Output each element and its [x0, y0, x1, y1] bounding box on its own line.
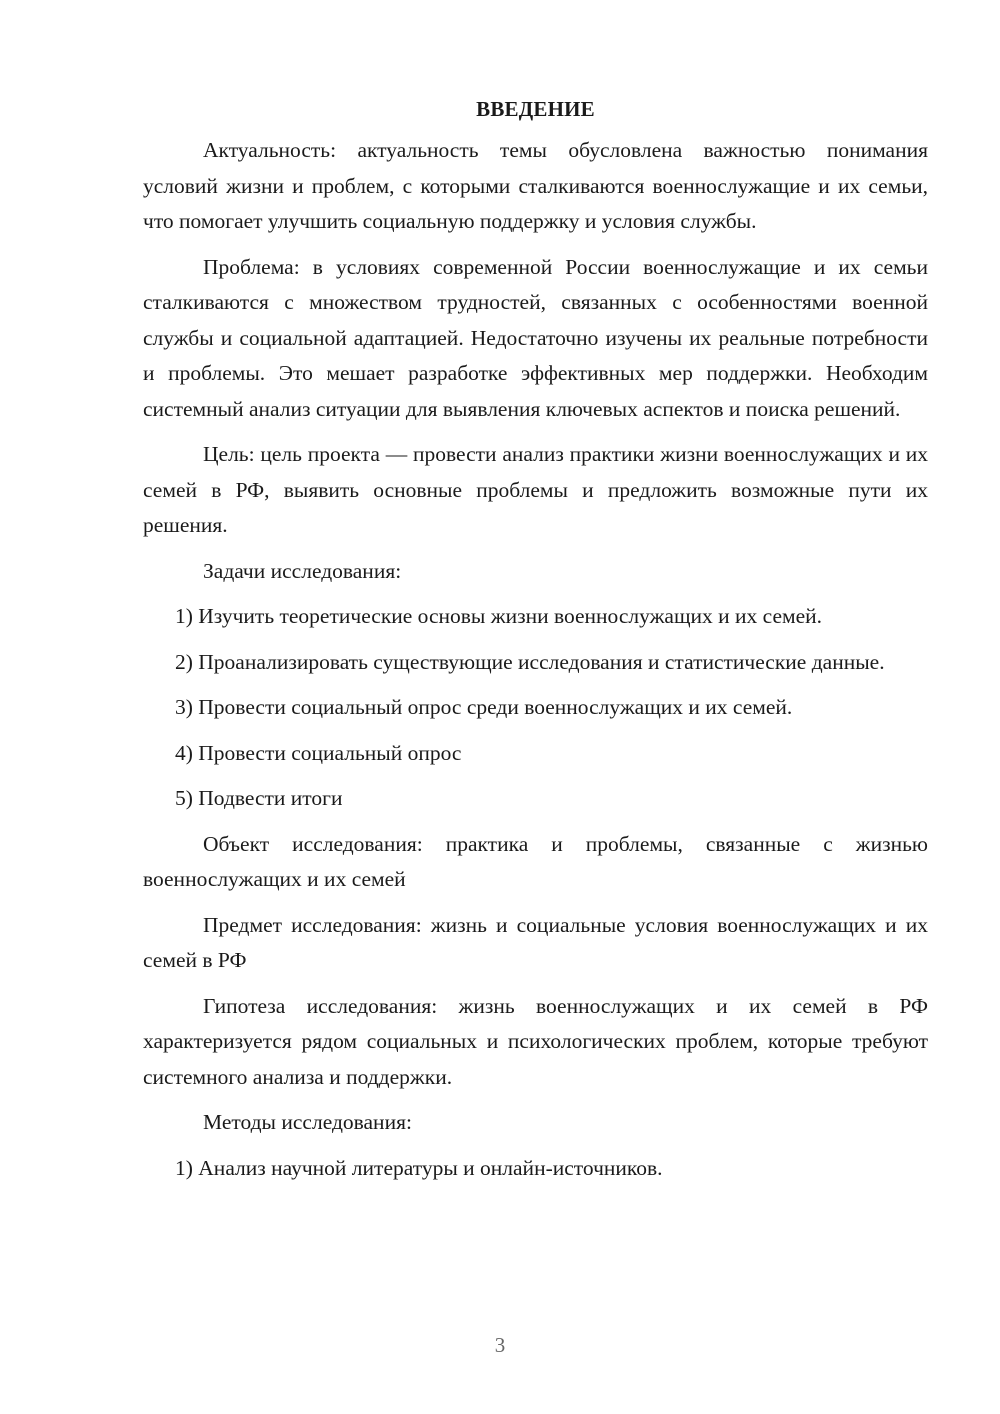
method-item-1: 1) Анализ научной литературы и онлайн-источников. [175, 1155, 663, 1180]
goal-paragraph: Цель: цель проекта — провести анализ практики жизни военнослужащих и их семей в РФ, выявить основные проблемы и предложить возможные пути их решения. [143, 442, 928, 537]
section-heading: ВВЕДЕНИЕ [476, 97, 595, 121]
task-item-1: 1) Изучить теоретические основы жизни военнослужащих и их семей. [175, 604, 823, 628]
task-item-3: 3) Провести социальный опрос среди военнослужащих и их семей. [175, 695, 793, 719]
relevance-paragraph: Актуальность: актуальность темы обусловлена важностью понимания условий жизни и проблем, с которыми сталкиваются военнослужащие и их семьи, что помогает улучшить социальную поддержку и условия службы. [143, 138, 928, 233]
task-item-5: 5) Подвести итоги [175, 786, 343, 810]
problem-paragraph: Проблема: в условиях современной России военнослужащие и их семьи сталкиваются с множеством трудностей, связанных с особенностями военной службы и социальной адаптацией. Недостаточно изучены их реальные потребности и проблемы. Это мешает разработке эффективных мер поддержки. Необходим системный анализ ситуации для выявления ключевых аспектов и поиска решений. [143, 254, 928, 421]
task-item-4: 4) Провести социальный опрос [175, 740, 462, 765]
methods-heading: Методы исследования: [203, 1110, 412, 1134]
task-item-2: 2) Проанализировать существующие исследования и статистические данные. [175, 649, 885, 674]
subject-paragraph: Предмет исследования: жизнь и социальные условия военнослужащих и их семей в РФ [143, 912, 928, 972]
hypothesis-paragraph: Гипотеза исследования: жизнь военнослужащих и их семей в РФ характеризуется рядом социальных и психологических проблем, которые требуют системного анализа и поддержки. [143, 993, 928, 1089]
object-paragraph: Объект исследования: практика и проблемы, связанные с жизнью военнослужащих и их семей [143, 831, 928, 891]
document-page [143, 92, 928, 1196]
tasks-heading: Задачи исследования: [203, 558, 402, 583]
page-number: 3 [494, 1333, 506, 1357]
